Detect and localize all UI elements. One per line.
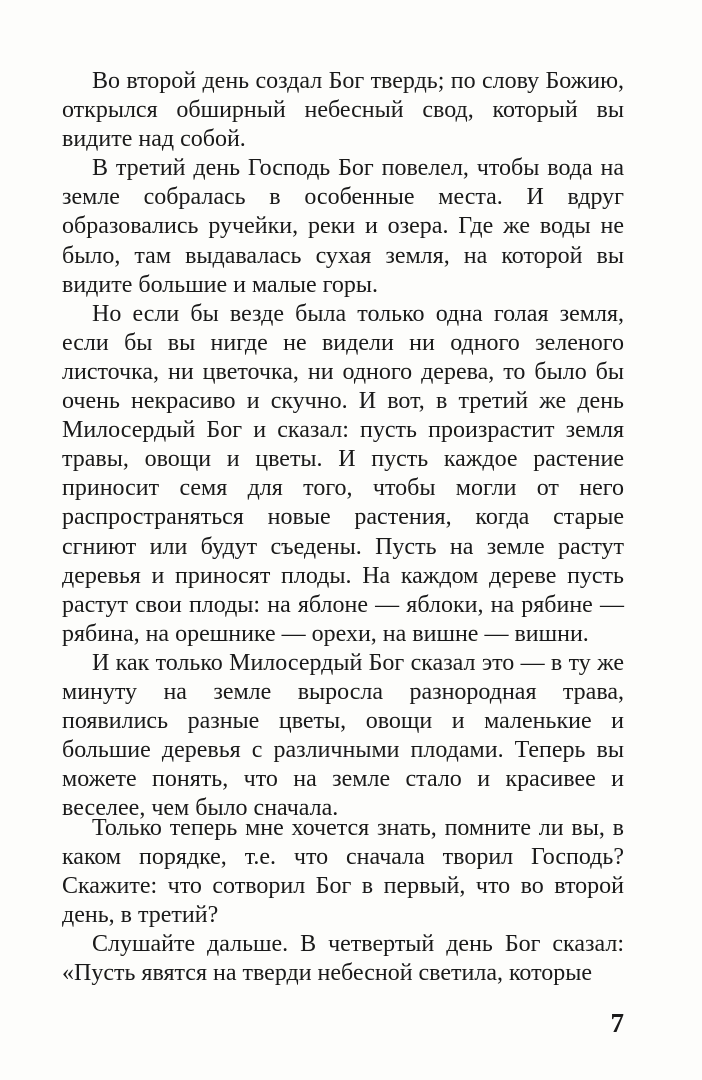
paragraph: Слушайте дальше. В четвертый день Бог сказал: «Пусть явятся на тверди небесной светила, которые — [62, 931, 624, 987]
paragraph: И как только Милосердый Бог сказал это — в ту же минуту на земле выросла разнородная трава, появились разные цветы, овощи и маленькие и большие деревья с различными плодами. Теперь вы можете понять, что на земле стало и красивее и веселее, чем было сначала. — [62, 649, 624, 822]
paragraph: Только теперь мне хочется знать, помните ли вы, в каком порядке, т.е. что сначала творил Господь? Скажите: что сотворил Бог в первый, что во второй день, в третий? — [62, 815, 624, 929]
paragraph: Но если бы везде была только одна голая земля, если бы вы нигде не видели ни одного зеленого листочка, ни цветочка, ни одного дерева, то было бы очень некрасиво и скучно. И вот, в третий же день Милосердый Бог и сказал: пусть произрастит земля травы, овощи и цветы. И пусть каждое растение приносит семя для того, чтобы могли от него распространяться новые растения, когда старые сгниют или будут съедены. Пусть на земле растут деревья и приносят плоды. На каждом дереве пусть растут свои плоды: на яблоне — яблоки, на рябине — рябина, на орешнике — орехи, на вишне — вишни. — [62, 300, 624, 647]
text-section-1 — [62, 67, 624, 823]
paragraph: Во второй день создал Бог твердь; по слову Божию, открылся обширный небесный свод, который вы видите над собой. — [62, 68, 624, 153]
text-section-2 — [62, 814, 624, 989]
paragraph: В третий день Господь Бог повелел, чтобы вода на земле собралась в особенные места. И вдруг образовались ручейки, реки и озера. Где же воды не было, там выдавалась сухая земля, на которой вы видите большие и малые горы. — [62, 155, 624, 298]
page-number: 7 — [610, 1008, 624, 1038]
